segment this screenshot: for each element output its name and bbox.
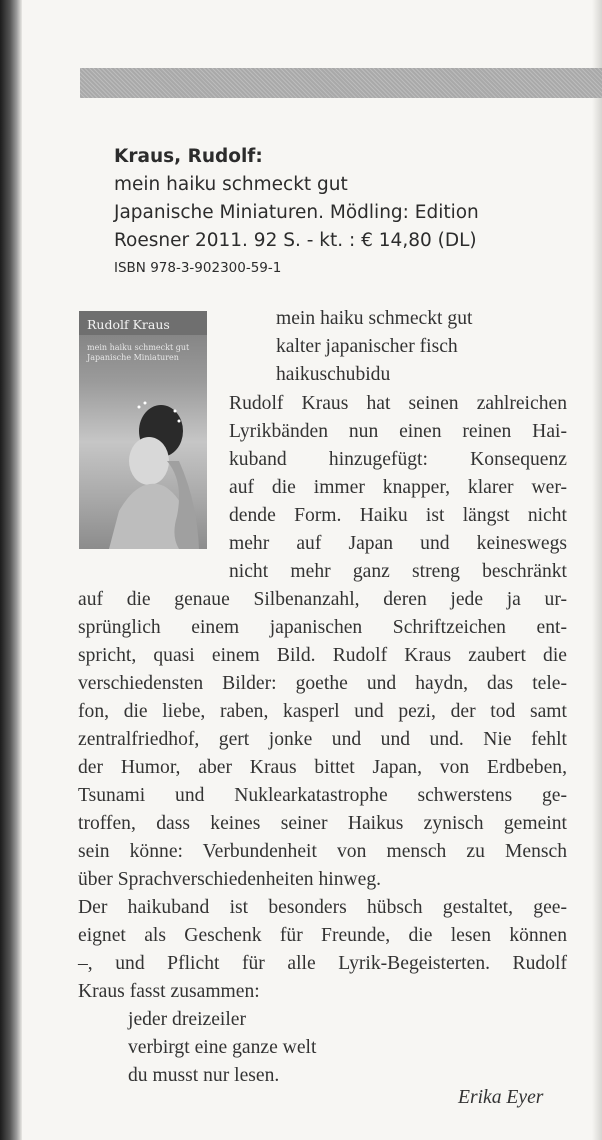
review-line: dende Form. Haiku ist längst nicht bbox=[229, 505, 567, 526]
review-line: mehr auf Japan und keineswegs bbox=[229, 533, 567, 554]
review-line: Tsunami und Nuklearkatastrophe schwerstens ge- bbox=[78, 785, 567, 806]
review-line: sprünglich einem japanischen Schriftzeichen ent- bbox=[78, 617, 567, 638]
review-line: auf die immer knapper, klarer wer- bbox=[229, 477, 567, 498]
review-line: Kraus fasst zusammen: bbox=[78, 981, 260, 1002]
review-signature: Erika Eyer bbox=[458, 1087, 544, 1108]
poem-line: haikuschubidu bbox=[276, 364, 391, 385]
review-line: Lyrikbänden nun einen reinen Hai- bbox=[229, 421, 567, 442]
review-line: über Sprachverschiedenheiten hinweg. bbox=[78, 869, 382, 890]
review-line: fon, die liebe, raben, kasperl und pezi, der tod samt bbox=[78, 701, 567, 722]
book-author: Kraus, Rudolf: bbox=[114, 146, 263, 167]
review-line: nicht mehr ganz streng beschränkt bbox=[229, 561, 567, 582]
book-cover-image bbox=[79, 311, 207, 549]
review-line: auf die genaue Silbenanzahl, deren jede ja ur- bbox=[78, 589, 567, 610]
page-binding-shadow bbox=[0, 0, 22, 1140]
review-line: kuband hinzugefügt: Konsequenz bbox=[229, 449, 567, 470]
isbn: ISBN 978-3-902300-59-1 bbox=[114, 260, 282, 276]
book-title: mein haiku schmeckt gut bbox=[114, 174, 348, 195]
publication-info: Roesner 2011. 92 S. - kt. : € 14,80 (DL) bbox=[114, 230, 477, 251]
publication-info: Japanische Miniaturen. Mödling: Edition bbox=[114, 202, 479, 223]
poem-line: kalter japanischer fisch bbox=[276, 336, 458, 357]
poem-line: jeder dreizeiler bbox=[128, 1009, 247, 1030]
page-edge-shadow bbox=[592, 0, 602, 1140]
review-line: troffen, dass keines seiner Haikus zynisch gemeint bbox=[78, 813, 567, 834]
review-line: sein könne: Verbundenheit von mensch zu Mensch bbox=[78, 841, 567, 862]
review-line: Rudolf Kraus hat seinen zahlreichen bbox=[229, 393, 567, 414]
review-line: verschiedensten Bilder: goethe und haydn, das tele- bbox=[78, 673, 567, 694]
cover-title: mein haiku schmeckt gut Japanische Miniaturen bbox=[87, 343, 190, 362]
review-line: –, und Pflicht für alle Lyrik-Begeisterten. Rudolf bbox=[78, 953, 567, 974]
review-line: spricht, quasi einem Bild. Rudolf Kraus zaubert die bbox=[78, 645, 567, 666]
cover-author: Rudolf Kraus bbox=[87, 317, 170, 332]
header-band bbox=[80, 68, 602, 98]
poem-line: verbirgt eine ganze welt bbox=[128, 1037, 317, 1058]
review-line: zentralfriedhof, gert jonke und und und. Nie fehlt bbox=[78, 729, 567, 750]
poem-line: du musst nur lesen. bbox=[128, 1065, 280, 1086]
review-line: eignet als Geschenk für Freunde, die lesen können bbox=[78, 925, 567, 946]
poem-line: mein haiku schmeckt gut bbox=[276, 308, 473, 329]
review-line: der Humor, aber Kraus bittet Japan, von Erdbeben, bbox=[78, 757, 567, 778]
review-line: Der haikuband ist besonders hübsch gestaltet, gee- bbox=[78, 897, 567, 918]
book-header bbox=[114, 143, 479, 279]
